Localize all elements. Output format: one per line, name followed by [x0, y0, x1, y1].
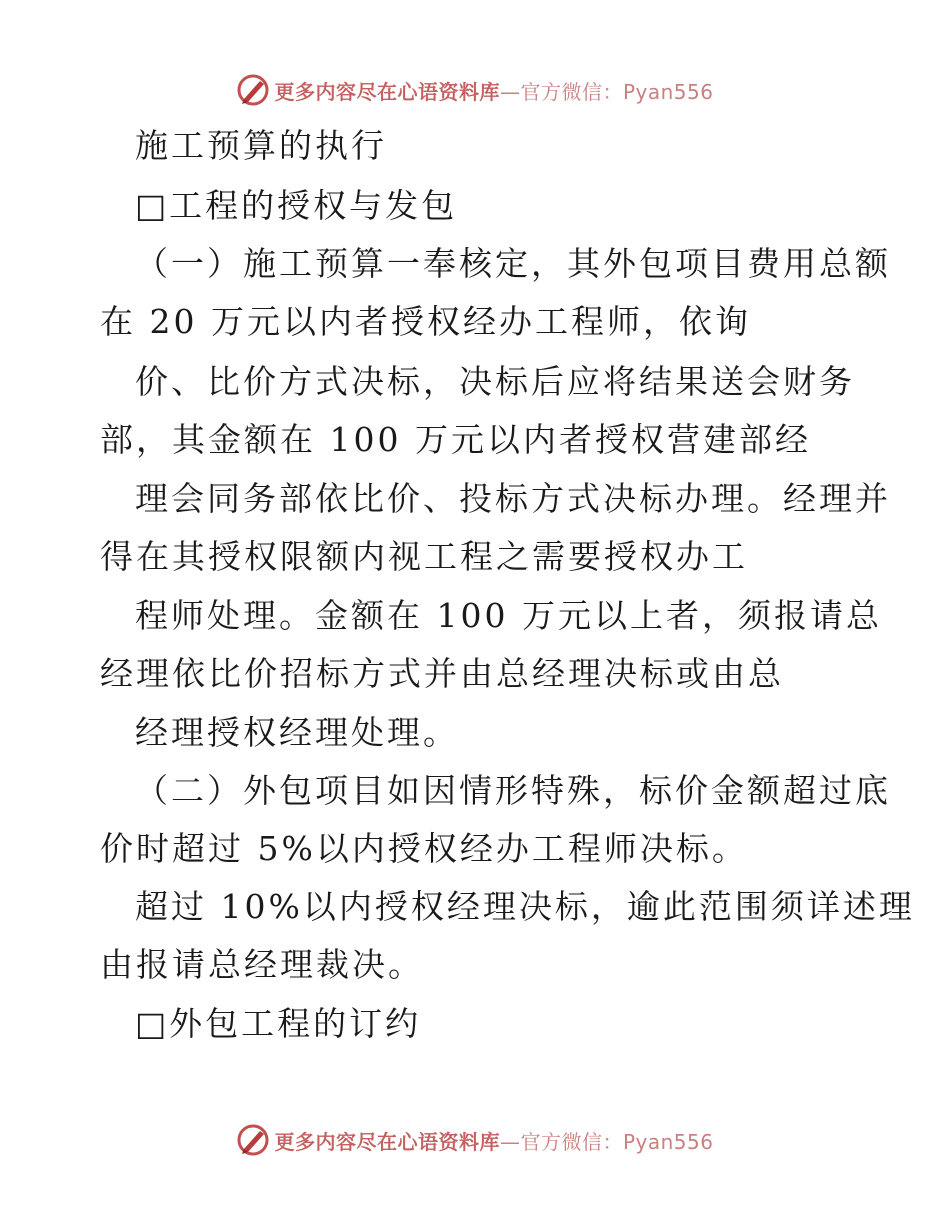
paragraph-line: （一）施工预算一奉核定，其外包项目费用总额 — [135, 244, 891, 283]
subsection-heading: □工程的授权与发包 — [135, 186, 458, 225]
banner-main-text: 更多内容尽在心语资料库 — [274, 79, 500, 104]
paragraph-line: 超过 10%以内授权经理决标，逾此范围须详述理 — [135, 887, 915, 926]
banner-sub-text: —官方微信：Pyan556 — [499, 79, 714, 104]
paragraph-line: 部，其金额在 100 万元以内者授权营建部经 — [100, 420, 811, 459]
pen-logo-icon — [236, 73, 270, 107]
banner-sub-text: —官方微信：Pyan556 — [499, 1129, 714, 1154]
header-watermark-banner — [0, 70, 950, 110]
banner-main-text: 更多内容尽在心语资料库 — [274, 1129, 500, 1154]
paragraph-line: 价时超过 5%以内授权经办工程师决标。 — [100, 829, 748, 868]
subsection-heading: □外包工程的订约 — [135, 1004, 422, 1043]
footer-watermark-banner — [0, 1120, 950, 1160]
paragraph-line: 在 20 万元以内者授权经办工程师，依询 — [100, 302, 751, 341]
paragraph-line: 经理依比价招标方式并由总经理决标或由总 — [100, 654, 784, 693]
paragraph-line: 经理授权经理处理。 — [135, 713, 459, 752]
paragraph-line: 得在其授权限额内视工程之需要授权办工 — [100, 537, 748, 576]
paragraph-line: （二）外包项目如因情形特殊，标价金额超过底 — [135, 771, 891, 810]
pen-logo-icon — [236, 1123, 270, 1157]
paragraph-line: 由报请总经理裁决。 — [100, 945, 424, 984]
paragraph-line: 理会同务部依比价、投标方式决标办理。经理并 — [135, 479, 891, 518]
section-title: 施工预算的执行 — [135, 126, 387, 165]
paragraph-line: 价、比价方式决标，决标后应将结果送会财务 — [135, 362, 855, 401]
paragraph-line: 程师处理。金额在 100 万元以上者，须报请总 — [135, 596, 882, 635]
